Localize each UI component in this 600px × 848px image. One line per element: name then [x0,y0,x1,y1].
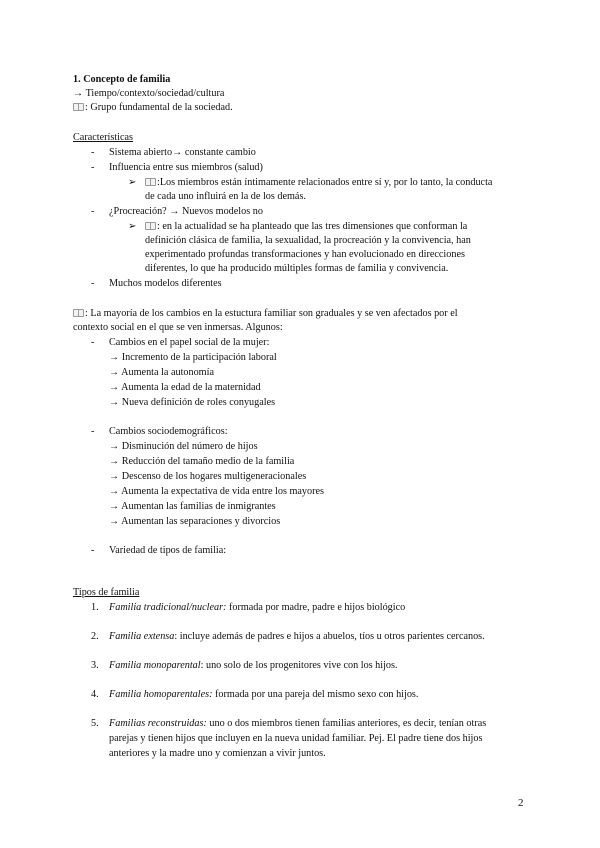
papel-item-text: Nueva definición de roles conyugales [121,397,276,408]
arrow-glyph: → [109,516,120,527]
papel-item-2 [109,366,214,379]
socio-item-text: Descenso de los hogares multigeneracionales [121,471,307,482]
tipos-heading: Tipos de familia [73,587,140,598]
caracteristica-3-sub-line-1 [145,220,467,233]
socio-item-2 [109,455,294,468]
page-number: 2 [518,797,524,809]
papel-item-text: Aumenta la edad de la maternidad [121,382,261,393]
arrowhead-bullet: ➢ [128,221,137,232]
papel-item-text: Aumenta la autonomía [121,367,214,378]
tipo-item-3 [109,659,398,672]
tipo-number: 2. [91,631,99,642]
caracteristicas-heading: Características [73,132,133,143]
papel-item-1 [109,351,277,364]
socio-item-text: Aumentan las separaciones y divorcios [121,516,281,527]
arrow-glyph: → [109,456,120,467]
arrow-glyph: → [109,471,120,482]
socio-item-6 [109,515,280,528]
caracteristica-1-a: Sistema abierto [109,147,173,158]
caracteristica-3-sub-line-4: diferentes, lo que ha producido múltiples formas de familia y convivencia. [145,263,449,274]
section-heading: 1. Concepto de familia [73,74,171,85]
tipo-item-1 [109,601,405,614]
caracteristica-3-a: ¿Procreación? [109,206,167,217]
arrow-glyph: → [109,382,120,393]
tipo-item-2 [109,630,485,643]
tipo-item-4 [109,688,418,701]
socio-item-5 [109,500,276,513]
caracteristica-2-sub-line-2: de cada uno influirá en la de los demás. [145,191,306,202]
dash-bullet: - [91,426,95,437]
sociodemograficos-heading: Cambios sociodemográficos: [109,426,228,437]
caracteristica-2-sub-line-1 [145,176,492,189]
tipo-desc: formada por madre, padre e hijos biológico [226,602,406,613]
tipo-name: Familia homoparentales: [109,689,213,700]
intro-line-context [73,87,224,100]
tipo-number: 5. [91,718,99,729]
variedad-item: Variedad de tipos de familia: [109,545,227,556]
book-icon [145,222,156,230]
dash-bullet: - [91,337,95,348]
socio-item-text: Reducción del tamaño medio de la familia [121,456,295,467]
arrow-glyph: → [73,88,84,99]
cambios-intro-text: : La mayoría de los cambios en la estuctura familiar son graduales y se ven afectados por el [85,308,458,319]
intro-context-text: Tiempo/contexto/sociedad/cultura [85,88,225,99]
tipo-desc: : incluye además de padres e hijos a abuelos, tíos u otros parientes cercanos. [174,631,485,642]
tipo-number: 1. [91,602,99,613]
socio-item-1 [109,440,258,453]
tipo-desc: uno o dos miembros tienen familias anteriores, es decir, tenían otras [206,718,487,729]
dash-bullet: - [91,147,95,158]
book-icon [73,103,84,111]
tipo-number: 4. [91,689,99,700]
tipo-name: Familia tradicional/nuclear: [109,602,227,613]
caracteristica-3-sub-line-3: experimentado profundas transformaciones y han evolucionado en direcciones [145,249,465,260]
intro-line-definition [73,101,233,114]
tipo-desc: formada por una pareja del mismo sexo con hijos. [212,689,419,700]
caracteristica-3-sub-line-2: definición clásica de familia, la sexualidad, la procreación y la convivencia, han [145,235,471,246]
tipo-5-continuation-1: parejas y tienen hijos que incluyen en la nueva unidad familiar. Pej. El padre tiene dos hijos [109,733,483,744]
caracteristica-1-b: constante cambio [182,147,256,158]
caracteristica-item-3 [109,205,263,218]
papel-item-4 [109,396,275,409]
caracteristica-2-sub-text: :Los miembros están íntimamente relacionados entre sí y, por lo tanto, la conducta [157,177,493,188]
caracteristica-3-sub-text: : en la actualidad se ha planteado que las tres dimensiones que conforman la [157,221,468,232]
arrow-glyph: → [109,501,120,512]
dash-bullet: - [91,206,95,217]
arrow-glyph: → [172,147,183,158]
tipo-name: Familia extensa [109,631,175,642]
tipo-desc: : uno solo de los progenitores vive con los hijos. [200,660,398,671]
intro-definition-text: : Grupo fundamental de la sociedad. [85,102,233,113]
socio-item-4 [109,485,324,498]
cambios-intro-line-1 [73,307,458,320]
caracteristica-item-1 [109,146,256,159]
socio-item-text: Aumenta la expectativa de vida entre los mayores [121,486,324,497]
tipo-name: Familias reconstruidas: [109,718,207,729]
dash-bullet: - [91,545,95,556]
tipo-number: 3. [91,660,99,671]
dash-bullet: - [91,162,95,173]
tipo-name: Familia monoparental [109,660,201,671]
book-icon [145,178,156,186]
papel-item-3 [109,381,261,394]
arrow-glyph: → [109,397,120,408]
socio-item-3 [109,470,306,483]
tipo-5-continuation-2: anteriores y la madre uno y comienzan a vivir juntos. [109,748,326,759]
book-icon [73,309,84,317]
arrowhead-bullet: ➢ [128,177,137,188]
tipo-item-5 [109,717,486,730]
socio-item-text: Aumentan las familias de inmigrantes [121,501,276,512]
papel-item-text: Incremento de la participación laboral [121,352,277,363]
arrow-glyph: → [109,486,120,497]
arrow-glyph: → [169,206,180,217]
arrow-glyph: → [109,367,120,378]
caracteristica-3-b: Nuevos modelos no [179,206,263,217]
caracteristica-item-2: Influencia entre sus miembros (salud) [109,162,263,173]
socio-item-text: Disminución del número de hijos [121,441,258,452]
papel-mujer-heading: Cambios en el papel social de la mujer: [109,337,270,348]
cambios-intro-line-2: contexto social en el que se ven inmersas. Algunos: [73,322,283,333]
arrow-glyph: → [109,441,120,452]
caracteristica-item-4: Muchos modelos diferentes [109,278,222,289]
dash-bullet: - [91,278,95,289]
arrow-glyph: → [109,352,120,363]
